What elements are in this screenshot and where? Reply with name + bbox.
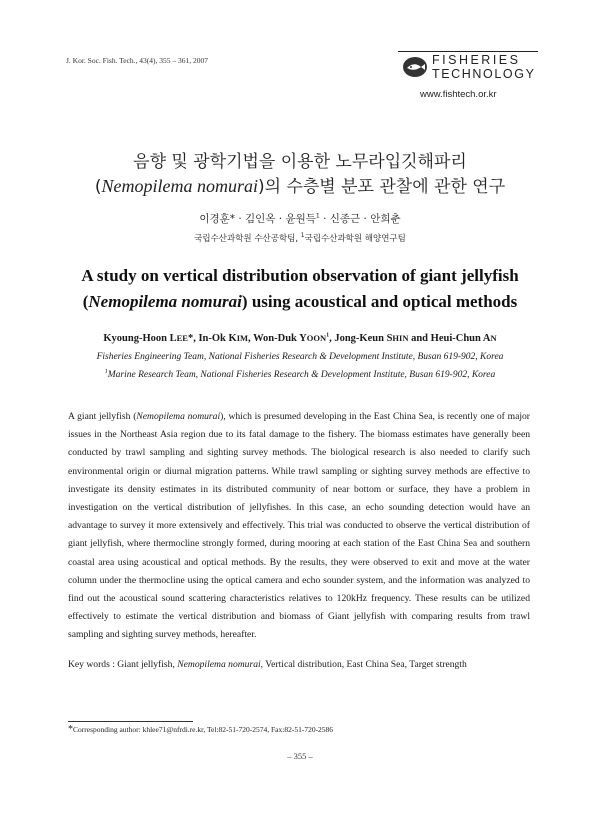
author-separator: · [319, 213, 330, 225]
brand-name-line2: TECHNOLOGY [432, 67, 536, 81]
corresponding-author-footnote [68, 724, 333, 735]
footnote-mark: * [68, 724, 73, 735]
abstract-species: Nemopilema nomurai [136, 411, 221, 422]
keywords-label: Key words : [68, 659, 118, 670]
author-separator: · [275, 213, 286, 225]
korean-author-3: 윤원득 [285, 213, 316, 225]
korean-affiliation [0, 232, 600, 244]
english-author-4: Jong-Keun SHIN [334, 333, 409, 344]
affiliation-mark: 1 [315, 212, 320, 220]
korean-title-line1: 음향 및 광학기법을 이용한 노무라입깃해파리 [133, 152, 467, 172]
korean-author-4: 신종근 [329, 213, 361, 225]
english-authors: Kyoung-Hoon LEE*, In-Ok KIM, Won-Duk YOON$^1$, Jong-Keun SHIN and Heui-Chun AN [103, 332, 497, 344]
english-title-rest: using acoustical and optical methods [247, 292, 518, 311]
keywords-text-1: Giant jellyfish, [117, 659, 178, 670]
english-author-1: Kyoung-Hoon LEE* [103, 333, 194, 344]
english-affiliation-2-text: Marine Research Team, National Fisheries Research & Development Institute, Busan 619-902, Korea [107, 370, 496, 380]
keywords-text-2: , Vertical distribution, East China Sea, Target strength [260, 659, 467, 670]
english-affiliation-2 [0, 370, 600, 380]
english-author-5: Heui-Chun AN [430, 333, 497, 344]
author-separator: · [235, 213, 246, 225]
english-author-3: Won-Duk YOON$^1$ [253, 332, 330, 344]
brand-name-line1: FISHERIES [432, 53, 521, 67]
abstract-text-2: ), which is presumed developing in the East China Sea, is recently one of major issues in the Northeast Asia region due to its fatal damage to the fishery. The biomass estimates have generally been conducted by trawl sampling and sighting survey methods. The biological research is also needed to clarify such environmental origin or diurnal migration patterns. While trawl sampling or sighting survey methods are effective to investigate its density estimates in its distributed community of near bottom or surface, they have a problem in investigation on the vertical distribution of jellyfishes. In this case, an echo sounding detection would have an advantage to survey it more extensively and effectively. This trial was conducted to observe the vertical distribution of giant jellyfish, where thermocline strongly formed, during mooring at each station of the East China Sea and southern coastal area using acoustical and optical methods. By the results, they were observed to exit and move at the water column under the thermocline using the optical camera and echo sounder system, and the information was analyzed to find out the acoustical sound scattering characteristics relatives to 120kHz frequency. These results can be utilized effectively to estimate the vertical distribution and biomass of Giant jellyfish with comparing results from trawl sampling and sighting survey methods, hereafter. [68, 411, 530, 641]
abstract-body [68, 408, 530, 645]
affiliation-mark: 1 [104, 368, 108, 375]
keywords-line [68, 659, 538, 670]
english-title-line1: A study on vertical distribution observation of giant jellyfish [81, 266, 519, 285]
author-separator: · [360, 213, 371, 225]
footnote-text: Corresponding author: khlee71@nfrdi.re.kr, Tel:82-51-720-2574, Fax:82-51-720-2586 [73, 725, 334, 734]
english-title-species: Nemopilema nomurai [88, 292, 242, 311]
korean-title-species: Nemopilema nomurai [101, 176, 258, 196]
english-title-line2: (Nemopilema nomurai) using acoustical and optical methods [82, 292, 518, 311]
affiliation-mark: 1 [300, 232, 305, 240]
journal-url[interactable]: www.fishtech.or.kr [420, 89, 497, 100]
korean-affiliation-1: 국립수산과학원 수산공학팀, [194, 234, 301, 244]
brand-rule [398, 51, 538, 52]
korean-authors [0, 211, 600, 226]
korean-title-line2: (Nemopilema nomurai)의 수층별 분포 관찰에 관한 연구 [94, 176, 506, 197]
english-affiliation-1: Fisheries Engineering Team, National Fisheries Research & Development Institute, Busan 619-902, Korea [96, 352, 504, 362]
abstract-text-1: A giant jellyfish ( [68, 411, 137, 422]
korean-author-2: 김인옥 [245, 213, 276, 225]
korean-author-1: 이경훈* [199, 213, 236, 225]
korean-affiliation-2: 국립수산과학원 해양연구팀 [304, 234, 406, 244]
fish-emblem-icon [402, 55, 428, 79]
page-number: – 355 – [287, 751, 313, 761]
english-author-2: In-Ok KIM [198, 333, 249, 344]
journal-reference: J. Kor. Soc. Fish. Tech., 43(4), 355 – 361, 2007 [66, 56, 209, 65]
korean-title-rest: 의 수층별 분포 관찰에 관한 연구 [264, 177, 506, 197]
footnote-rule [68, 721, 193, 722]
korean-author-5: 안희춘 [370, 213, 401, 225]
keywords-species: Nemopilema nomurai [177, 659, 261, 670]
